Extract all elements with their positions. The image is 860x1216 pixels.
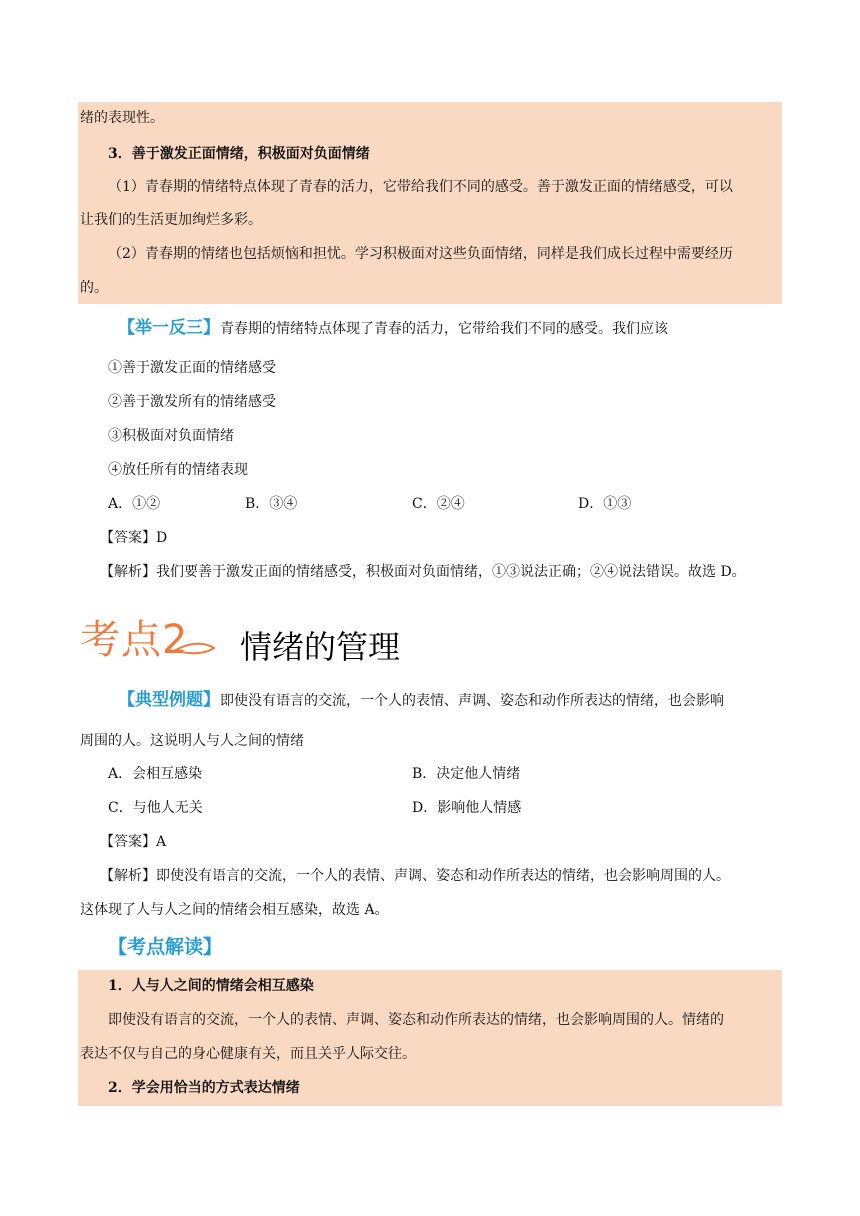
option-a: A．会相互感染 [108, 766, 203, 782]
example-question [118, 690, 724, 711]
statement-item: ④放任所有的情绪表现 [108, 462, 248, 478]
option-a: A．①② [108, 496, 161, 512]
option-c: C．②④ [412, 496, 465, 512]
kaodian-title: 【考点解读】 [108, 936, 223, 958]
analysis-text: 这体现了人与人之间的情绪会相互感染，故选 A。 [80, 902, 389, 918]
summary-box-bottom [78, 970, 782, 1106]
example-question [118, 318, 668, 339]
option-d: D．影响他人情感 [412, 800, 522, 816]
question-text: 即使没有语言的交流，一个人的表情、声调、姿态和动作所表达的情绪，也会影响 [220, 693, 724, 709]
analysis-text: 【解析】即使没有语言的交流，一个人的表情、声调、姿态和动作所表达的情绪，也会影响周围的人。 [100, 868, 730, 884]
box-line: 表达不仅与自己的身心健康有关，而且关乎人际交往。 [80, 1046, 416, 1062]
answer-text: 【答案】D [100, 530, 168, 546]
statement-item: ②善于激发所有的情绪感受 [108, 394, 276, 410]
box-line: （2）青春期的情绪也包括烦恼和担忧。学习积极面对这些负面情绪，同样是我们成长过程中需要经历 [108, 246, 733, 262]
question-text: 青春期的情绪特点体现了青春的活力，它带给我们不同的感受。我们应该 [220, 321, 668, 337]
box-heading: 3．善于激发正面情绪，积极面对负面情绪 [108, 146, 370, 162]
statement-item: ③积极面对负面情绪 [108, 428, 234, 444]
box-line: （1）青春期的情绪特点体现了青春的活力，它带给我们不同的感受。善于激发正面的情绪感受，可以 [108, 179, 733, 195]
section-title: 情绪的管理 [240, 628, 401, 666]
analysis-text: 【解析】我们要善于激发正面的情绪感受，积极面对负面情绪，①③说法正确；②④说法错误。故选 D。 [100, 564, 746, 580]
example-tag: 【典型例题】 [118, 690, 220, 710]
logo-swoosh-icon [80, 608, 230, 660]
box-line: 的。 [80, 280, 108, 296]
summary-box-top [78, 102, 782, 304]
box-heading: 1．人与人之间的情绪会相互感染 [108, 978, 314, 994]
box-line: 绪的表现性。 [80, 110, 164, 126]
option-b: B．③④ [245, 496, 298, 512]
box-line: 让我们的生活更加绚烂多彩。 [80, 212, 262, 228]
option-c: C．与他人无关 [108, 800, 203, 816]
box-heading: 2．学会用恰当的方式表达情绪 [108, 1080, 300, 1096]
statement-item: ①善于激发正面的情绪感受 [108, 360, 276, 376]
section-logo-text: 考点2 [80, 617, 189, 663]
question-text: 周围的人。这说明人与人之间的情绪 [80, 733, 304, 749]
example-tag: 【举一反三】 [118, 318, 220, 338]
section-logo [80, 608, 230, 663]
box-line: 即使没有语言的交流，一个人的表情、声调、姿态和动作所表达的情绪，也会影响周围的人。情绪的 [108, 1012, 724, 1028]
option-b: B．决定他人情绪 [412, 766, 521, 782]
answer-text: 【答案】A [100, 834, 167, 850]
option-d: D．①③ [578, 496, 632, 512]
